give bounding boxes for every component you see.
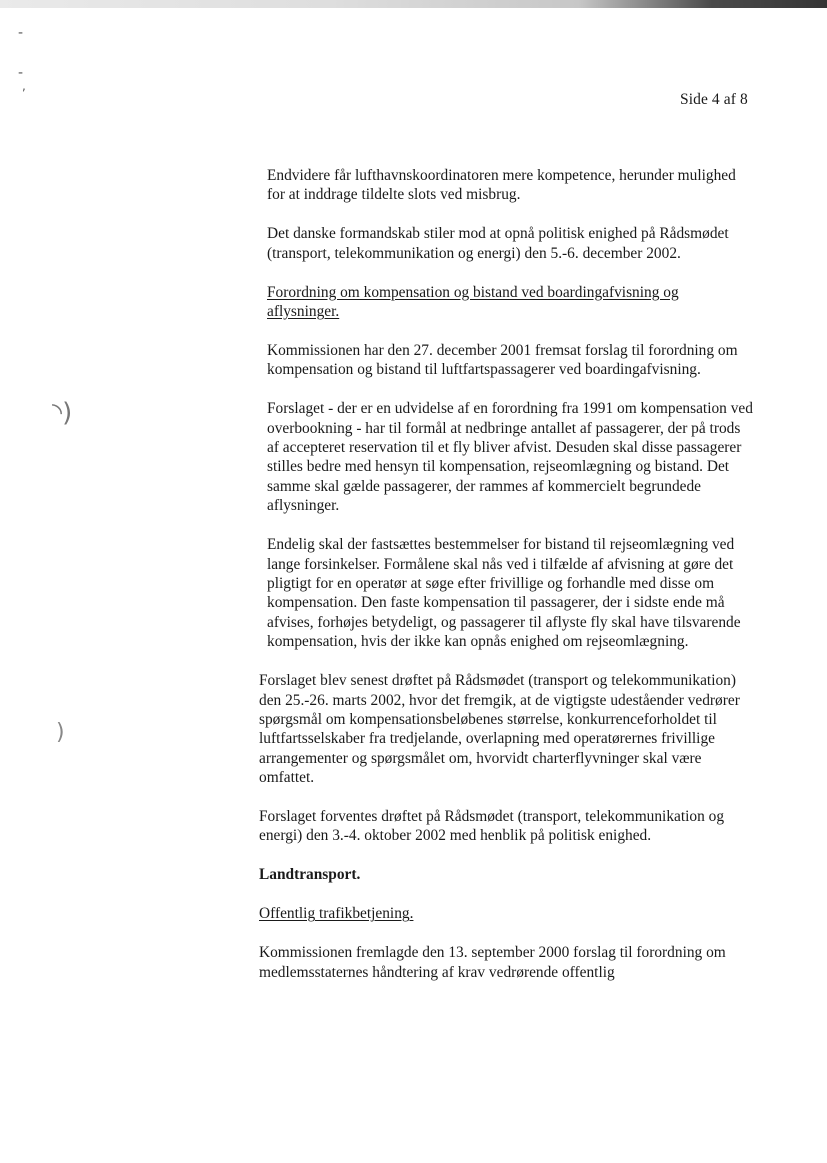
page-number: Side 4 af 8 xyxy=(680,91,748,108)
scan-margin-mark: , xyxy=(22,79,26,93)
scan-top-edge xyxy=(0,0,827,8)
section-subheading: Forordning om kompensation og bistand ved boardingafvisning og aflysninger. xyxy=(267,283,679,321)
punch-hole-mark: ) xyxy=(56,720,65,745)
section-heading: Landtransport. xyxy=(259,866,361,884)
section-subheading: Offentlig trafikbetjening. xyxy=(259,905,414,923)
paragraph: Forslaget - der er en udvidelse af en forordning fra 1991 om kompensation ved overbookning - har til formål at nedbringe antallet af passagerer, der på trods af accepteret reservation til et fly bliver afvist. Desuden skal disse passagerer stilles bedre med hensyn til kompensation, rejseomlægning og bistand. Det samme skal gælde passagerer, der rammes af kommercielt begrundede aflysninger. xyxy=(267,400,753,515)
paragraph: Endvidere får lufthavnskoordinatoren mere kompetence, herunder mulighed for at inddrage tildelte slots ved misbrug. xyxy=(267,167,736,204)
scan-margin-mark: - xyxy=(18,25,24,41)
paragraph: Kommissionen har den 27. december 2001 fremsat forslag til forordning om kompensation og bistand til luftfartspassagerer ved boardingafvisning. xyxy=(267,341,738,379)
punch-hole-mark: ◝) xyxy=(52,398,73,428)
paragraph: Forslaget forventes drøftet på Rådsmødet (transport, telekommunikation og energi) den 3.-4. oktober 2002 med henblik på politisk enighed. xyxy=(259,808,725,845)
paragraph: Forslaget blev senest drøftet på Rådsmødet (transport og telekommunikation) den 25.-26. marts 2002, hvor det fremgik, at de vigtigste udeståender vedrører spørgsmål om kompensationsbeløbenes størrelse, konkurrenceforholdet til luftfartsselskaber fra tredjelande, overlapning med operatørernes frivillige arrangementer og spørgsmålet om, hvorvidt charterflyvninger skal være omfattet. xyxy=(259,672,740,787)
paragraph: Kommissionen fremlagde den 13. september 2000 forslag til forordning om medlemsstaternes håndtering af krav vedrørende offentlig xyxy=(259,944,726,981)
document-body xyxy=(259,166,754,1002)
scan-margin-mark: - xyxy=(18,65,24,81)
paragraph: Det danske formandskab stiler mod at opnå politisk enighed på Rådsmødet (transport, telekommunikation og energi) den 5.-6. december 2002. xyxy=(267,225,729,262)
paragraph: Endelig skal der fastsættes bestemmelser for bistand til rejseomlægning ved lange forsinkelser. Formålene skal nås ved i tilfælde af afvisning at gøre det pligtigt for en operatør at søge efter frivillige og forhandle med disse om kompensation. Den faste kompensation til passagerer, der i sidste ende må afvises, forhøjes betydeligt, og passagerer til aflyste fly skal have tilsvarende kompensation, hvis der ikke kan opnås enighed om rejseomlægning. xyxy=(267,536,741,651)
